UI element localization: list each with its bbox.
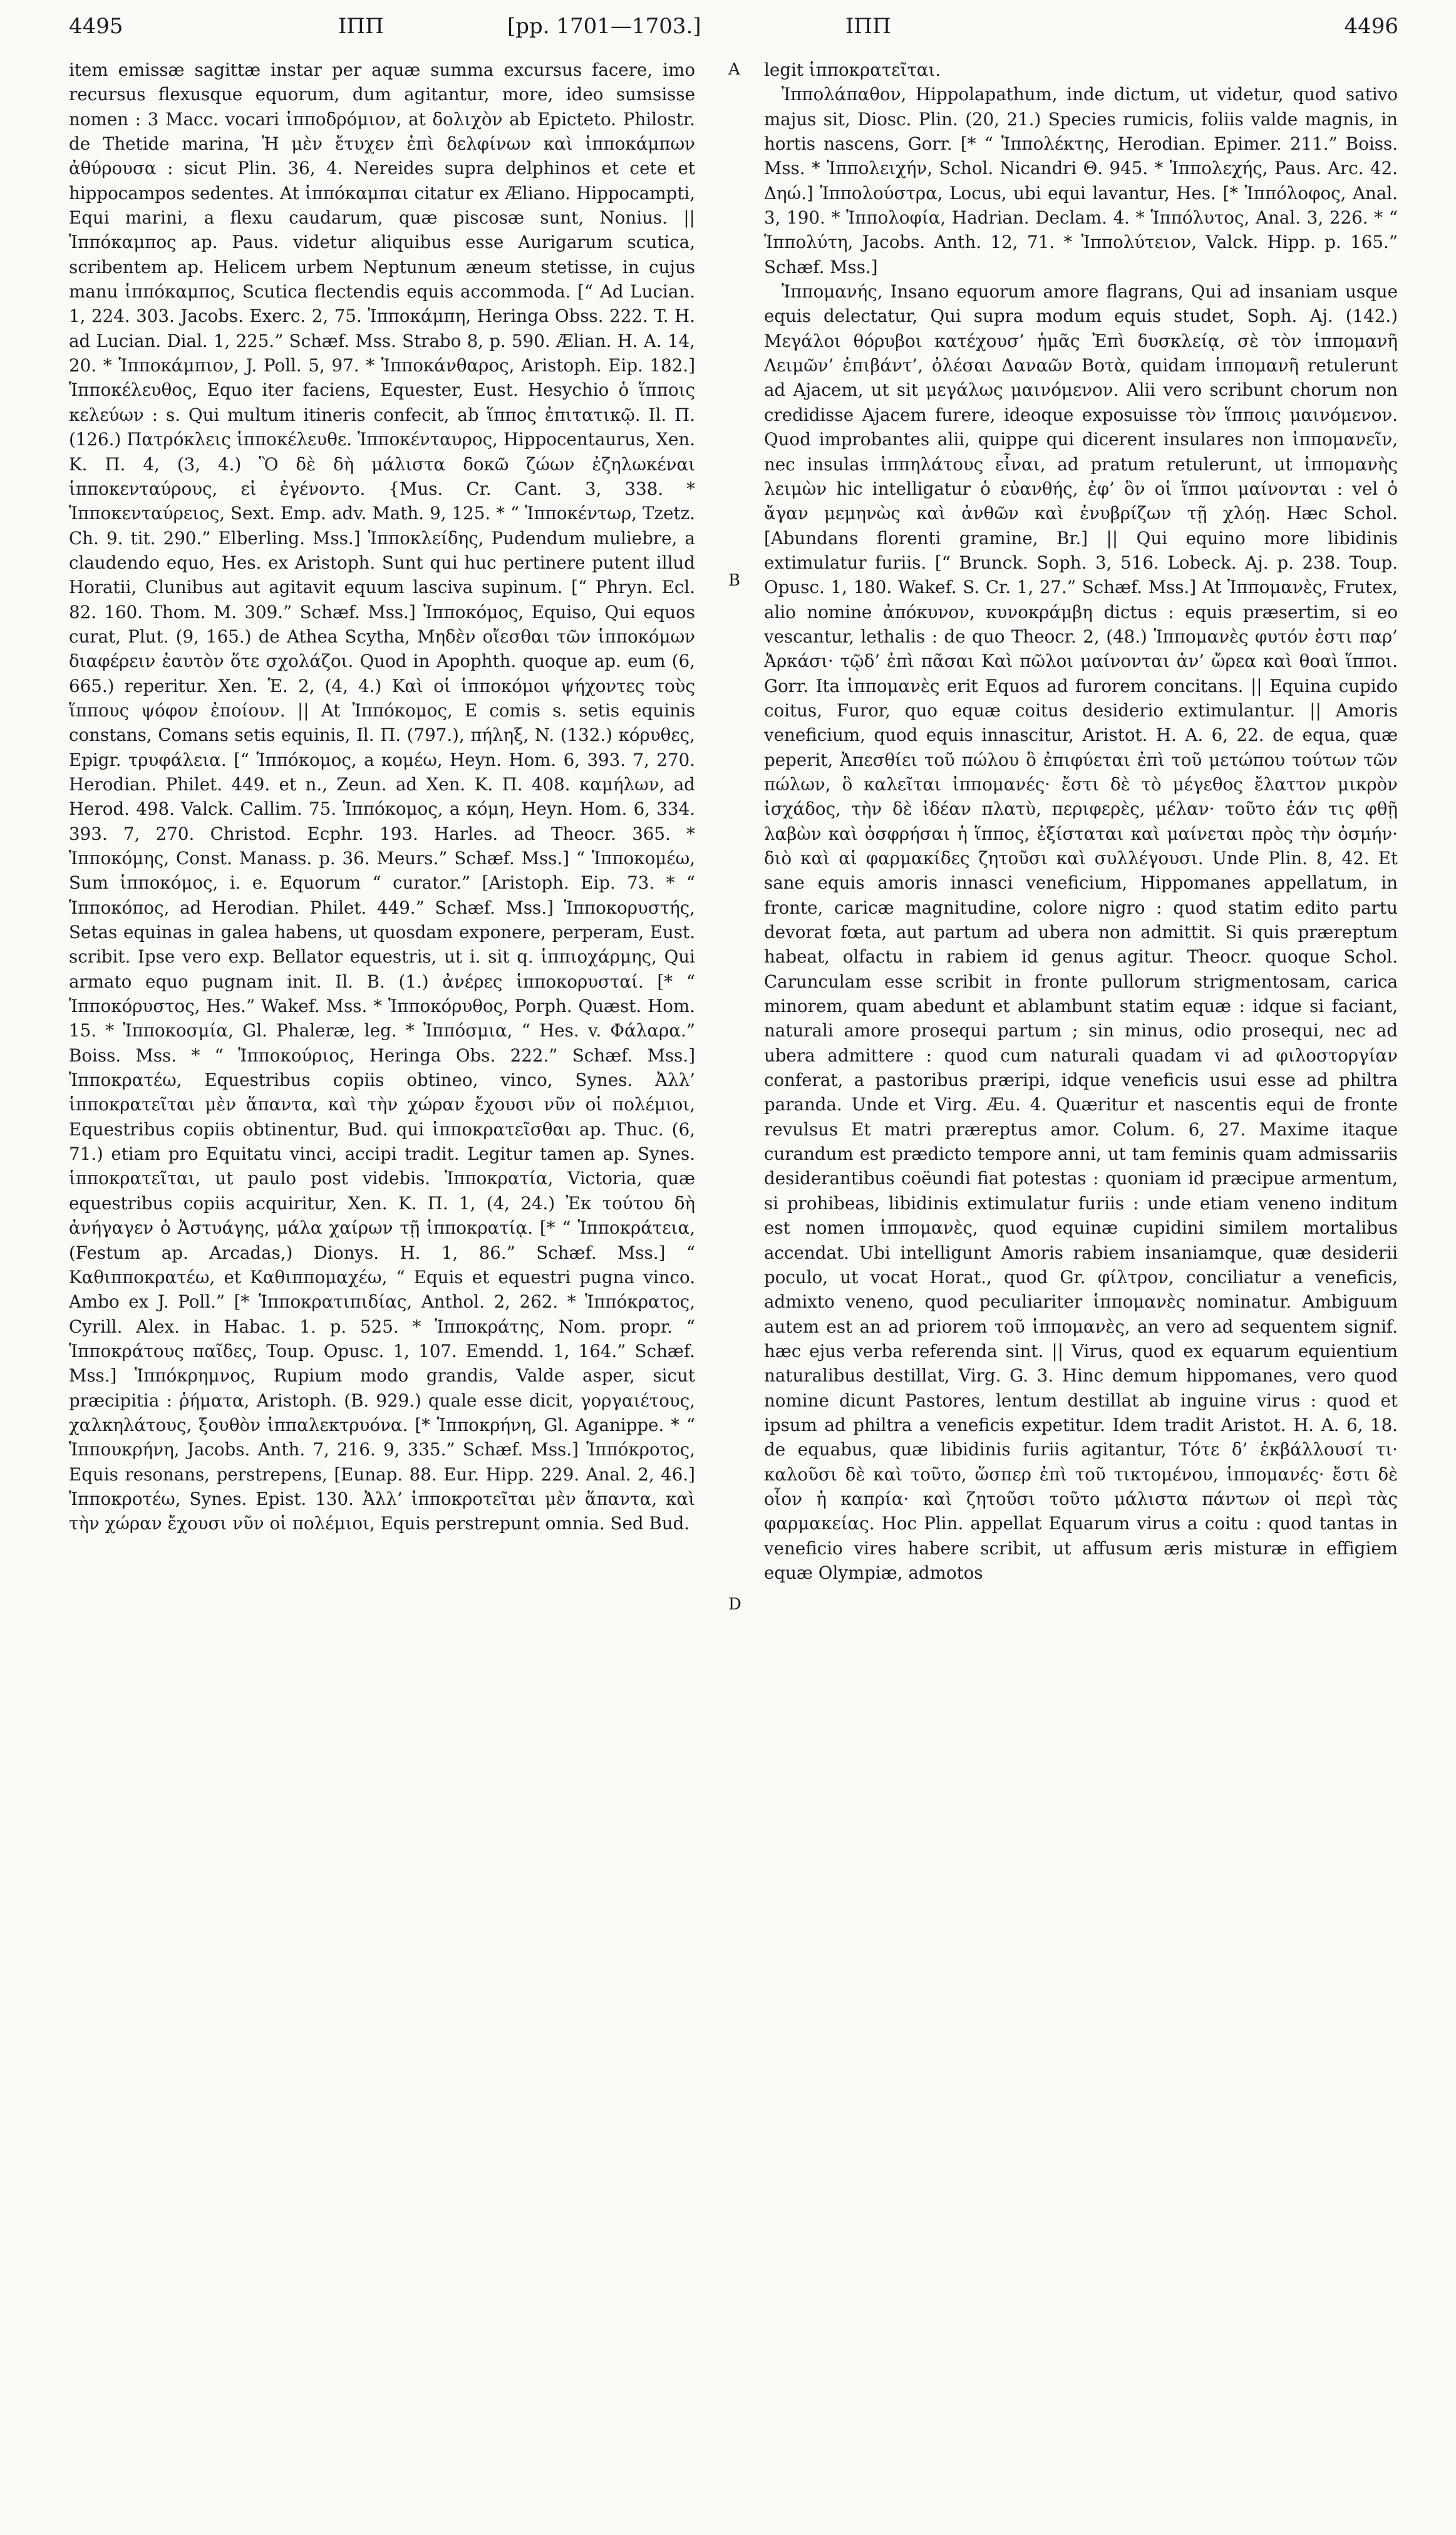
page-number-left: 4495 <box>69 14 123 39</box>
right-column-entry: Ἱππολάπαθον, Hippolapathum, inde dictum, ut videtur, quod sativo majus sit, Diosc. Plin. (20, 21.) Species rumicis, foliis valde magnis, in hortis nascens, Gorr. [* “ Ἱππολέκτης, Herodian. Epimer. 211.” Boiss. Mss. * Ἱππολειχήν, Schol. Nicandri Θ. 945. * Ἱππολεχής, Paus. Arc. 42. Δηώ.] Ἱππολούστρα, Locus, ubi equi lavantur, Hes. [* Ἱππόλοφος, Anal. 3, 190. * Ἱππολοφία, Hadrian. Declam. 4. * Ἱππόλυτος, Anal. 3, 226. * “ Ἱππολύτη, Jacobs. Anth. 12, 71. * Ἱππολύτειον, Valck. Hipp. p. 165.” Schæf. Mss.] <box>764 84 1398 277</box>
left-column <box>69 58 695 2519</box>
right-column-entry: Ἱππομανής, Insano equorum amore flagrans, Qui ad insaniam usque equis delectatur, Qui supra modum equis studet, Soph. Aj. (142.) Μεγάλοι θόρυβοι κατέχουσ’ ἡμᾶς Ἐπὶ δυσκλείᾳ, σὲ τὸν ἱππομανῆ Λειμῶν’ ἐπιβάντ’, ὀλέσαι Δαναῶν Βοτὰ, quidam ἱππομανῆ retulerunt ad Ajacem, ut sit μεγάλως μαινόμενον. Alii vero scribunt chorum non credidisse Ajacem furere, ideoque exposuisse τὸν ἵπποις μαινόμενον. Quod improbantes alii, quippe qui dicerent insulares non ἱππομανεῖν, nec insulas ἱππηλάτους εἶναι, ad pratum retulerunt, ut ἱππομανὴς λειμὼν hic intelligatur ὁ εὐανθής, ἐφ’ ὃν οἱ ἵπποι μαίνονται : vel ὁ ἄγαν μεμηνὼς καὶ ἀνθῶν καὶ ἐνυβρίζων τῇ χλόῃ. Hæc Schol. [Abundans florenti gramine, Br.] || Qui equino more libidinis extimulatur furiis. [“ Brunck. Soph. 3, 516. Lobeck. Aj. p. 238. Toup. Opusc. 1, 180. Wakef. S. Cr. 1, 27.” Schæf. Mss.] At Ἱππομανὲς, Frutex, alio nomine ἀπόκυνον, κυνοκράμβη dictus : equis præsertim, si eo vescantur, lethalis : de quo Theocr. 2, (48.) Ἱππομανὲς φυτόν ἐστι παρ’ Ἀρκάσι· τῷδ’ ἐπὶ πᾶσαι Καὶ πῶλοι μαίνονται ἀν’ ὤρεα καὶ θοαὶ ἵπποι. Gorr. Ita ἱππομανὲς erit Equos ad furorem concitans. || Equina cupido coitus, Furor, quo equæ coitus desiderio extimulantur. || Amoris veneficium, quod equis innascitur, Aristot. H. A. 6, 22. de equa, quæ peperit, Ἀπεσθίει τοῦ πώλου ὃ ἐπιφύεται ἐπὶ τοῦ μετώπου τούτων τῶν πώλων, ὃ καλεῖται ἱππομανές· ἔστι δὲ τὸ μέγεθος ἔλαττον μικρὸν ἰσχάδος, τὴν δὲ ἰδέαν πλατὺ, περιφερὲς, μέλαν· τοῦτο ἐάν τις φθῇ λαβὼν καὶ ὀσφρήσαι ἡ ἵππος, ἐξίσταται καὶ μαίνεται πρὸς τὴν ὀσμήν· διὸ καὶ αἱ φαρμακίδες ζητοῦσι καὶ συλλέγουσι. Unde Plin. 8, 42. Et sane equis amoris innasci veneficium, Hippomanes appellatum, in fronte, caricæ magnitudine, colore nigro : quod statim edito partu devorat fœta, aut partum ad ubera non admittit. Si quis præreptum habeat, olfactu in rabiem id genus agitur. Theocr. quoque Schol. Carunculam esse scribit in fronte pullorum strigmentosam, carica minorem, quam abedunt et ablambunt statim equæ : idque si faciant, naturali amore prosequi partum ; sin minus, odio prosequi, nec ad ubera admittere : quod cum naturali quadam vi ad φιλοστοργίαν conferat, a pastoribus præripi, idque veneficis usui esse ad philtra paranda. Unde et Virg. Æu. 4. Quæritur et nascentis equi de fronte revulsus Et matri præreptus amor. Colum. 6, 27. Maxime itaque curandum est prædicto tempore anni, ut tam feminis quam admissariis desiderantibus coëundi fiat potestas : quoniam id præcipue armentum, si prohibeas, libidinis extimulatur furiis : unde etiam veneno inditum est nomen ἱππομανὲς, quod equinæ cupidini similem mortalibus accendat. Ubi intelligunt Amoris rabiem insaniamque, quæ desiderii poculo, ut vocat Horat., quod Gr. φίλτρον, conciliatur a veneficis, admixto veneno, quod peculiariter ἱππομανὲς nominatur. Ambiguum autem est an ad priorem τοῦ ἱππομανὲς, an vero ad sequentem signif. hæc ejus verba referenda sint. || Virus, quod ex equarum equientium naturalibus destillat, Virg. G. 3. Hinc demum hippomanes, vero quod nomine dicunt Pastores, lentum destillat ab inguine virus : quod et ipsum ad philtra a veneficis expetitur. Idem tradit Aristot. H. A. 6, 18. de equabus, quæ libidinis furiis agitantur, Τότε δ’ ἐκβάλλουσί τι· καλοῦσι δὲ καὶ τοῦτο, ὥσπερ ἐπὶ τοῦ τικτομένου, ἱππομανές· ἔστι δὲ οἷον ἡ καπρία· καὶ ζητοῦσι τοῦτο μάλιστα πάντων οἱ περὶ τὰς φαρμακείας. Hoc Plin. appellat Equarum virus a coitu : quod tantas in veneficio vires habere scribit, ut affusum æris misturæ in effigiem equæ Olympiæ, admotos <box>764 281 1398 1583</box>
right-column <box>764 58 1398 2519</box>
running-header <box>69 14 1398 51</box>
margin-marker-top: A <box>728 60 740 79</box>
page-number-right: 4496 <box>1344 14 1398 39</box>
left-column-text: item emissæ sagittæ instar per aquæ summa excursus facere, imo recursus flexusque equorum, dum agitantur, more, ideo sumsisse nomen : 3 Macc. vocari ἱπποδρόμιον, at δολιχὸν ab Epicteto. Philostr. de Thetide marina, Ἡ μὲν ἔτυχεν ἐπὶ δελφίνων καὶ ἱπποκάμπων ἀθύρουσα : sicut Plin. 36, 4. Nereides supra delphinos et cete et hippocampos sedentes. At ἱππόκαμπαι citatur ex Æliano. Hippocampti, Equi marini, a flexu caudarum, quæ piscosæ sunt, Nonius. || Ἱππόκαμπος ap. Paus. videtur aliquibus esse Aurigarum scutica, scribentem ap. Helicem urbem Neptunum æneum stetisse, in cujus manu ἱππόκαμπος, Scutica flectendis equis accommoda. [“ Ad Lucian. 1, 224. 303. Jacobs. Exerc. 2, 75. Ἱπποκάμπη, Heringa Obss. 222. T. H. ad Lucian. Dial. 1, 225.” Schæf. Mss. Strabo 8, p. 590. Ælian. H. A. 14, 20. * Ἱπποκάμπιον, J. Poll. 5, 97. * Ἱπποκάνθαρος, Aristoph. Eip. 182.] Ἱπποκέλευθος, Equo iter faciens, Equester, Eust. Hesychio ὁ ἵπποις κελεύων : s. Qui multum itineris confecit, ab ἵππος ἐπιτατικῷ. Il. Π. (126.) Πατρόκλεις ἱπποκέλευθε. Ἱπποκένταυρος, Hippocentaurus, Xen. K. Π. 4, (3, 4.) Ὃ δὲ δὴ μάλιστα δοκῶ ζώων ἐζηλωκέναι ἱπποκενταύρους, εἰ ἐγένοντο. {Mus. Cr. Cant. 3, 338. * Ἱπποκενταύρειος, Sext. Emp. adv. Math. 9, 125. * “ Ἱπποκέντωρ, Tzetz. Ch. 9. tit. 290.” Elberling. Mss.] Ἱπποκλείδης, Pudendum muliebre, a claudendo equo, Hes. ex Aristoph. Sunt qui huc pertinere putent illud Horatii, Clunibus aut agitavit equum lasciva supinum. [“ Phryn. Ecl. 82. 160. Thom. M. 309.” Schæf. Mss.] Ἱπποκόμος, Equiso, Qui equos curat, Plut. (9, 165.) de Athea Scytha, Μηδὲν οἴεσθαι τῶν ἱπποκόμων διαφέρειν ἑαυτὸν ὅτε σχολάζοι. Quod in Apophth. quoque ap. eum (6, 665.) reperitur. Xen. Ἑ. 2, (4, 4.) Καὶ οἱ ἱπποκόμοι ψήχοντες τοὺς ἵππους ψόφον ἐποίουν. || At Ἱππόκομος, E comis s. setis equinis constans, Comans setis equinis, Il. Π. (797.), πήληξ, N. (132.) κόρυθες, Epigr. τρυφάλεια. [“ Ἱππόκομος, a κομέω, Heyn. Hom. 6, 393. 7, 270. Herodian. Philet. 449. et n., Zeun. ad Xen. K. Π. 408. καμήλων, ad Herod. 498. Valck. Callim. 75. Ἱππόκομος, a κόμη, Heyn. Hom. 6, 334. 393. 7, 270. Christod. Ecphr. 193. Harles. ad Theocr. 365. * Ἱπποκόμης, Const. Manass. p. 36. Meurs.” Schæf. Mss.] “ Ἱπποκομέω, Sum ἱπποκόμος, i. e. Equorum “ curator.” [Aristoph. Eip. 73. * “ Ἱπποκόπος, ad Herodian. Philet. 449.” Schæf. Mss.] Ἱπποκορυστής, Setas equinas in galea habens, ut quosdam exponere, perperam, Eust. scribit. Ipse vero exp. Bellator equestris, ut i. sit q. ἱππιοχάρμης, Qui armato equo pugnam init. Il. B. (1.) ἀνέρες ἱπποκορυσταί. [* “ Ἱπποκόρυστος, Hes.” Wakef. Mss. * Ἱπποκόρυθος, Porph. Quæst. Hom. 15. * Ἱπποκοσμία, Gl. Phaleræ, leg. * Ἱππόσμια, “ Hes. v. Φάλαρα.” Boiss. Mss. * “ Ἱπποκούριος, Heringa Obs. 222.” Schæf. Mss.] Ἱπποκρατέω, Equestribus copiis obtineo, vinco, Synes. Ἀλλ’ ἱπποκρατεῖται μὲν ἅπαντα, καὶ τὴν χώραν ἔχουσι νῦν οἱ πολέμιοι, Equestribus copiis obtinentur, Bud. qui ἱπποκρατεῖσθαι ap. Thuc. (6, 71.) etiam pro Equitatu vinci, accipi tradit. Legitur tamen ap. Synes. ἱπποκρατεῖται, ut paulo post videbis. Ἱπποκρατία, Victoria, quæ equestribus copiis acquiritur, Xen. K. Π. 1, (4, 24.) Ἐκ τούτου δὴ ἀνήγαγεν ὁ Ἀστυάγης, μάλα χαίρων τῇ ἱπποκρατίᾳ. [* “ Ἱπποκράτεια, (Festum ap. Arcadas,) Dionys. H. 1, 86.” Schæf. Mss.] “ Καθιπποκρατέω, et Καθιππομαχέω, “ Equis et equestri pugna vinco. Ambo ex J. Poll.” [* Ἱπποκρατιπιδίας, Anthol. 2, 262. * Ἱππόκρατος, Cyrill. Alex. in Habac. 1. p. 525. * Ἱπποκράτης, Nom. propr. “ Ἱπποκράτους παῖδες, Toup. Opusc. 1, 107. Emendd. 1, 164.” Schæf. Mss.] Ἱππόκρημνος, Rupium modo grandis, Valde asper, sicut præcipitia : ῥήματα, Aristoph. (B. 929.) quale esse dicit, γοργαιέτους, χαλκηλάτους, ξουθὸν ἱππαλεκτρυόνα. [* Ἱπποκρήνη, Gl. Aganippe. * “ Ἱππουκρήνη, Jacobs. Anth. 7, 216. 9, 335.” Schæf. Mss.] Ἱππόκροτος, Equis resonans, perstrepens, [Eunap. 88. Eur. Hipp. 229. Anal. 2, 46.] Ἱπποκροτέω, Synes. Epist. 130. Ἀλλ’ ἱπποκροτεῖται μὲν ἅπαντα, καὶ τὴν χώραν ἔχουσι νῦν οἱ πολέμιοι, Equis perstrepunt omnia. Sed Bud. <box>69 59 695 1534</box>
right-column-continuation: legit ἱπποκρατεῖται. <box>764 59 941 80</box>
margin-marker-lower: D <box>728 1595 741 1614</box>
header-marker-right: ΙΠΠ <box>845 14 891 39</box>
header-marker-left: ΙΠΠ <box>338 14 384 39</box>
page-range: [pp. 1701—1703.] <box>507 14 701 39</box>
margin-marker-middle: B <box>728 571 741 590</box>
